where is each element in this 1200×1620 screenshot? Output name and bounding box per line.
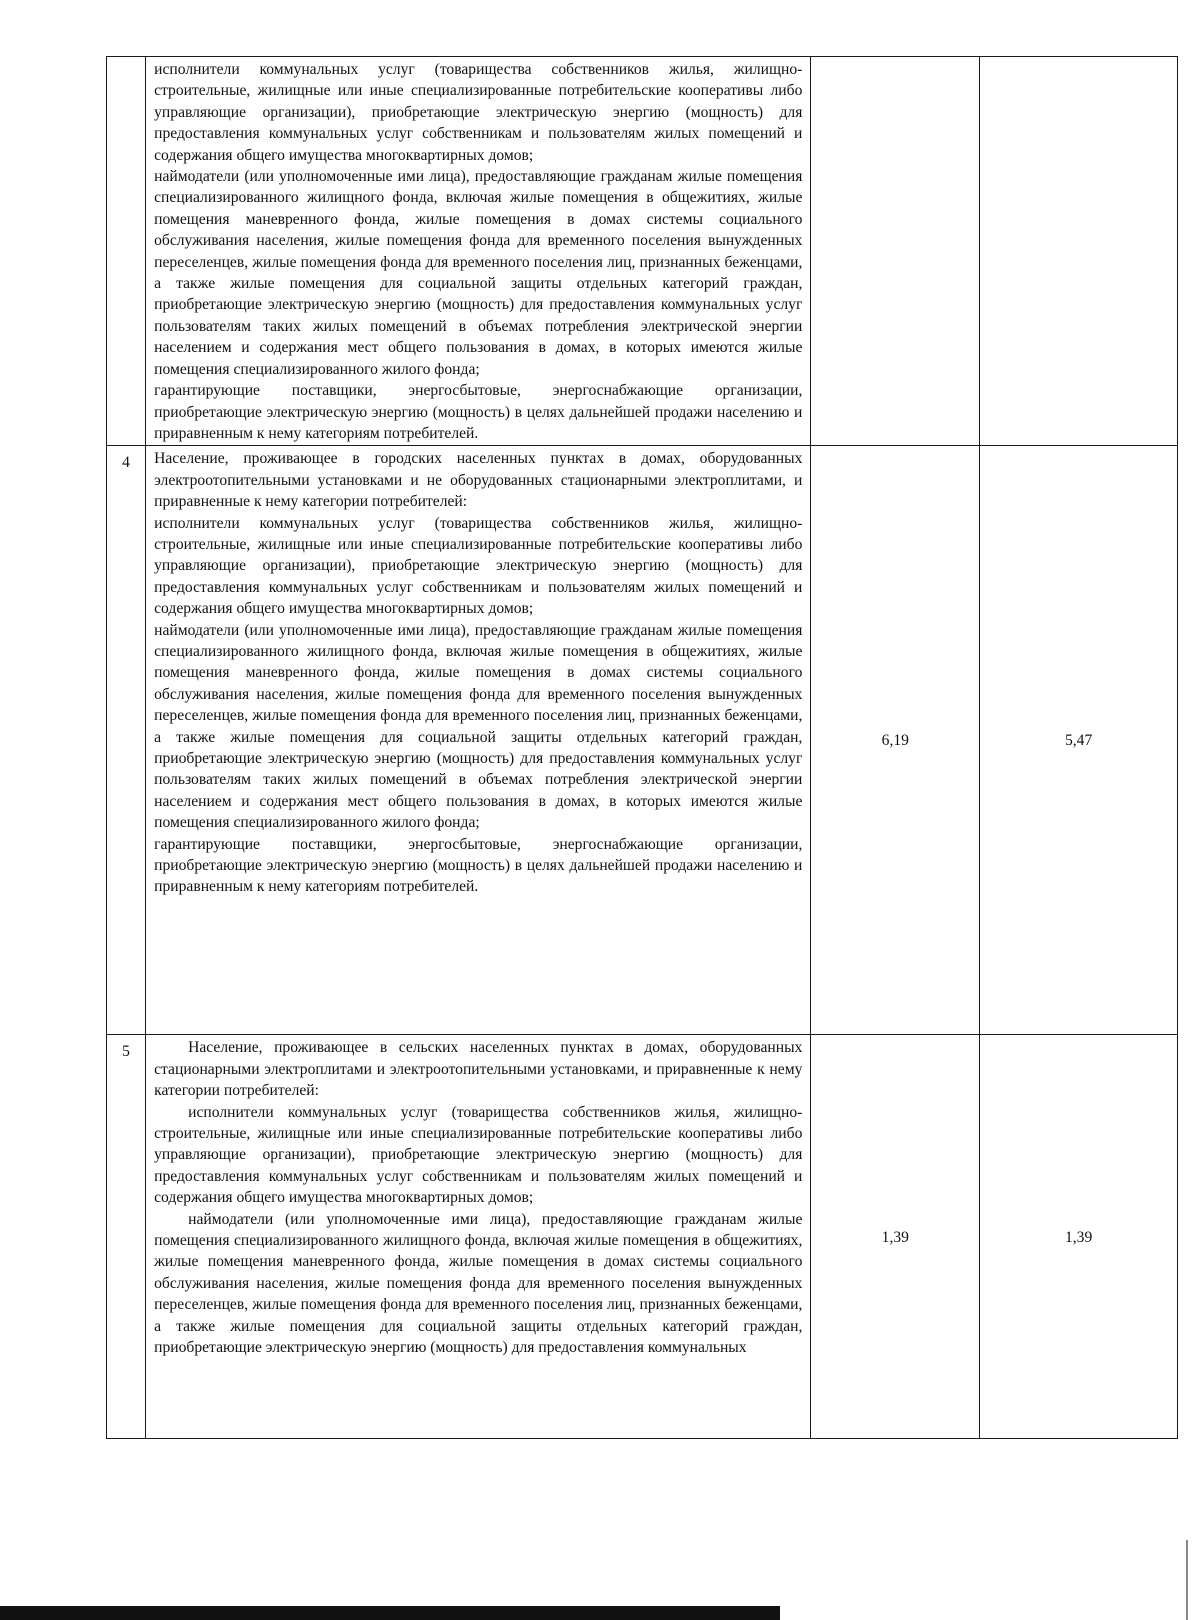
paragraph: наймодатели (или уполномоченные ими лица), предоставляющие гражданам жилые помещения специализированного жилищного фонда, включая жилые помещения в общежитиях, жилые помещения маневренного фонда, жилые помещения в домах системы социального обслуживания населения, жилые помещения фонда для временного поселения вынужденных переселенцев, жилые помещения фонда для временного поселения лиц, признанных беженцами, а также жилые помещения для социальной защиты отдельных категорий граждан, приобретающие электрическую энергию (мощность) для предоставления коммунальных услуг пользователям таких жилых помещений в объемах потребления электрической энергии населением и содержания мест общего пользования в домах, в которых имеются жилые помещения специализированного жилого фонда; xyxy=(154,621,803,832)
paragraph: Население, проживающее в городских населенных пунктах в домах, оборудованных электроотопительными установками и не оборудованных стационарными электроплитами, и приравненные к нему категории потребителей: xyxy=(154,450,803,511)
value-cell-1: 1,39 xyxy=(811,1035,980,1439)
value-cell-1 xyxy=(811,57,980,446)
paragraph: исполнители коммунальных услуг (товарищества собственников жилья, жилищно-строительные, жилищные или иные специализированные потребительские кооперативы либо управляющие организации), приобретающие электрическую энергию (мощность) для предоставления коммунальных услуг собственникам и пользователям жилых помещений и содержания общего имущества многоквартирных домов; xyxy=(154,61,803,164)
row-description xyxy=(146,57,811,446)
paragraph: гарантирующие поставщики, энергосбытовые, энергоснабжающие организации, приобретающие электрическую энергию (мощность) в целях дальнейшей продажи населению и приравненным к нему категориям потребителей. xyxy=(154,382,803,442)
value-cell-2: 5,47 xyxy=(980,446,1178,1035)
row-number xyxy=(107,57,146,446)
paragraph: исполнители коммунальных услуг (товарищества собственников жилья, жилищно-строительные, жилищные или иные специализированные потребительские кооперативы либо управляющие организации), приобретающие электрическую энергию (мощность) для предоставления коммунальных услуг собственникам и пользователям жилых помещений и содержания общего имущества многоквартирных домов; xyxy=(154,1103,803,1207)
row-number: 4 xyxy=(107,446,146,1035)
value-cell-2: 1,39 xyxy=(980,1035,1178,1439)
table-row-continued xyxy=(107,57,1178,446)
paragraph: исполнители коммунальных услуг (товарищества собственников жилья, жилищно-строительные, жилищные или иные специализированные потребительские кооперативы либо управляющие организации), приобретающие электрическую энергию (мощность) для предоставления коммунальных услуг собственникам и пользователям жилых помещений и содержания общего имущества многоквартирных домов; xyxy=(154,514,803,618)
value-cell-2 xyxy=(980,57,1178,446)
table-row-5 xyxy=(107,1035,1178,1439)
scan-edge-line xyxy=(1186,1540,1188,1620)
paragraph: наймодатели (или уполномоченные ими лица), предоставляющие гражданам жилые помещения специализированного жилищного фонда, включая жилые помещения в общежитиях, жилые помещения маневренного фонда, жилые помещения в домах системы социального обслуживания населения, жилые помещения фонда для временного поселения вынужденных переселенцев, жилые помещения фонда для временного поселения лиц, признанных беженцами, а также жилые помещения для социальной защиты отдельных категорий граждан, приобретающие электрическую энергию (мощность) для предоставления коммунальных xyxy=(154,1210,803,1356)
paragraph: Население, проживающее в сельских населенных пунктах в домах, оборудованных стационарными электроплитами и электроотопительными установками, и приравненные к нему категории потребителей: xyxy=(154,1039,803,1100)
row-description xyxy=(146,446,811,1035)
tariff-table xyxy=(106,56,1178,1439)
paragraph: наймодатели (или уполномоченные ими лица), предоставляющие гражданам жилые помещения специализированного жилищного фонда, включая жилые помещения в общежитиях, жилые помещения маневренного фонда, жилые помещения в домах системы социального обслуживания населения, жилые помещения фонда для временного поселения вынужденных переселенцев, жилые помещения фонда для временного поселения лиц, признанных беженцами, а также жилые помещения для социальной защиты отдельных категорий граждан, приобретающие электрическую энергию (мощность) для предоставления коммунальных услуг пользователям таких жилых помещений в объемах потребления электрической энергии населением и содержания мест общего пользования в домах, в которых имеются жилые помещения специализированного жилого фонда; xyxy=(154,168,803,378)
value-cell-1: 6,19 xyxy=(811,446,980,1035)
table-row-4 xyxy=(107,446,1178,1035)
row-number: 5 xyxy=(107,1035,146,1439)
row-description xyxy=(146,1035,811,1439)
scan-shadow-bar xyxy=(0,1606,780,1620)
paragraph: гарантирующие поставщики, энергосбытовые, энергоснабжающие организации, приобретающие электрическую энергию (мощность) в целях дальнейшей продажи населению и приравненным к нему категориям потребителей. xyxy=(154,835,803,896)
